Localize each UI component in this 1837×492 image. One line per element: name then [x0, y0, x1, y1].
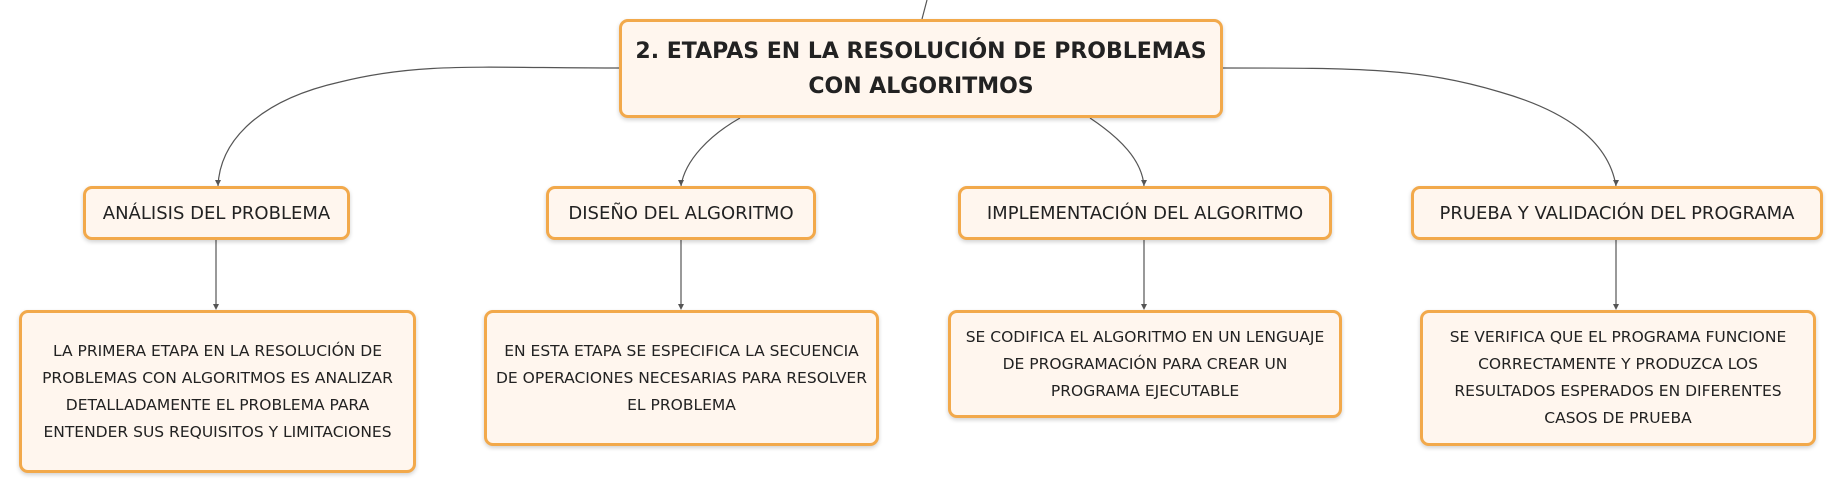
description-node-3[interactable]	[948, 310, 1342, 418]
stage-node-2[interactable]	[546, 186, 816, 240]
description-node-1[interactable]	[19, 310, 416, 473]
connector-root-stage-3	[1090, 118, 1144, 186]
stage-title-2: DISEÑO DEL ALGORITMO	[568, 202, 794, 224]
stage-node-4[interactable]	[1411, 186, 1823, 240]
stage-title-1: ANÁLISIS DEL PROBLEMA	[102, 202, 331, 224]
stage-node-3[interactable]	[958, 186, 1332, 240]
description-text-4: SE VERIFICA QUE EL PROGRAMA FUNCIONE CORRECTAMENTE Y PRODUZCA LOS RESULTADOS ESPERADOS EN DIFERENTES CASOS DE PRUEBA	[1449, 328, 1787, 427]
description-text-3: SE CODIFICA EL ALGORITMO EN UN LENGUAJE DE PROGRAMACIÓN PARA CREAR UN PROGRAMA EJECUTABLE	[965, 327, 1325, 400]
description-text-2: EN ESTA ETAPA SE ESPECIFICA LA SECUENCIA DE OPERACIONES NECESARIAS PARA RESOLVER EL PROBLEMA	[496, 341, 867, 414]
connector-root-stage-1	[218, 67, 621, 186]
stage-node-1[interactable]	[83, 186, 350, 240]
connector-root-stage-4	[1222, 68, 1616, 186]
description-node-4[interactable]	[1420, 310, 1816, 446]
stage-title-4: PRUEBA Y VALIDACIÓN DEL PROGRAMA	[1439, 202, 1795, 224]
root-node[interactable]	[619, 19, 1223, 118]
root-title: 2. ETAPAS EN LA RESOLUCIÓN DE PROBLEMAS CON ALGORITMOS	[635, 38, 1207, 99]
stage-title-3: IMPLEMENTACIÓN DEL ALGORITMO	[986, 202, 1304, 224]
description-node-2[interactable]	[484, 310, 879, 446]
connector-root-stage-2	[681, 118, 740, 186]
description-text-1: LA PRIMERA ETAPA EN LA RESOLUCIÓN DE PROBLEMAS CON ALGORITMOS ES ANALIZAR DETALLADAMENTE EL PROBLEMA PARA ENTENDER SUS REQUISITOS Y LIMITACIONES	[42, 341, 393, 441]
connector-incoming	[922, 0, 927, 19]
